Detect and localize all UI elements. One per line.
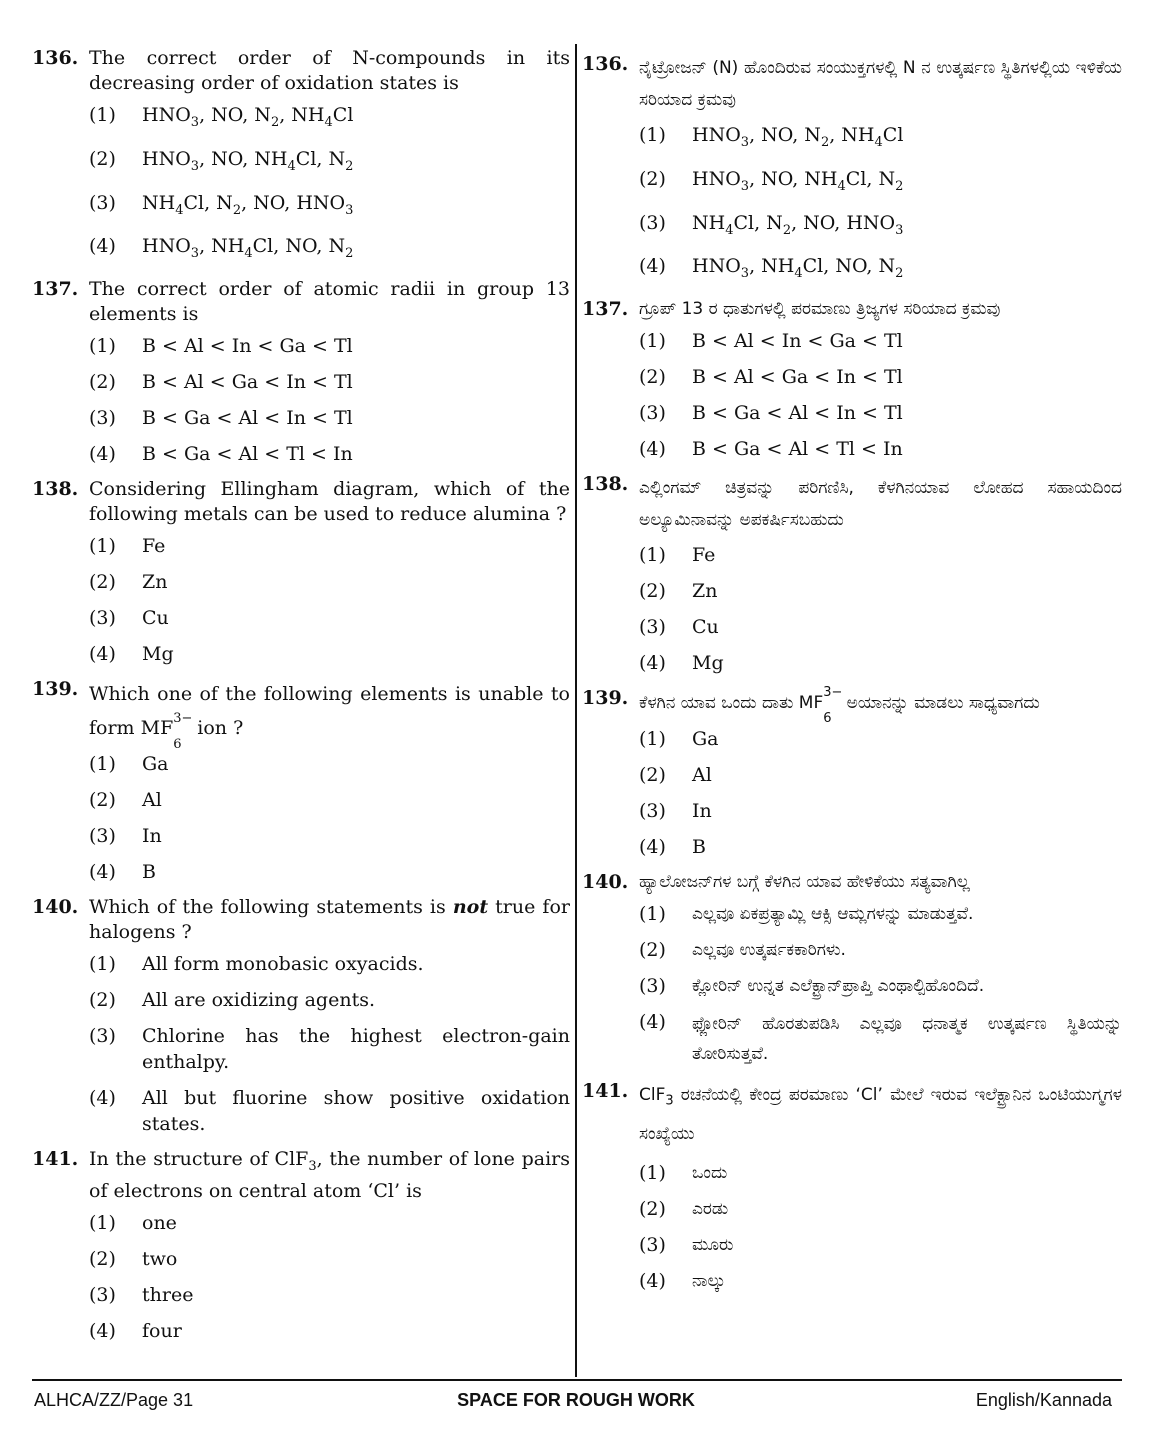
option-4: (4) B < Ga < Al < Tl < In <box>89 443 353 466</box>
options <box>639 726 1122 860</box>
question-number: 136. <box>582 53 629 75</box>
question-number: 137. <box>582 298 629 321</box>
option-text: four <box>142 1319 182 1342</box>
option-3: (3) Cu <box>639 616 719 639</box>
option-1: (1) B < Al < In < Ga < Tl <box>89 335 353 358</box>
option-3: (3) Chlorine has the highest electron-gain enthalpy. <box>89 1025 570 1074</box>
option-text: ಫ್ಲೋರಿನ್ ಹೊರತುಪಡಿಸಿ ಎಲ್ಲವೂ ಧನಾತ್ಮಕ ಉತ್ಕರ್ಷಣ ಸ್ಥಿತಿಯನ್ನು ತೋರಿಸುತ್ತವೆ. <box>692 1014 1122 1065</box>
option-text: $HNO_3$, NO, $N_2$, $NH_4Cl$ <box>142 104 354 130</box>
option-text: All form monobasic oxyacids. <box>142 953 424 976</box>
option-text: B <box>692 836 706 859</box>
option-4: (4) B < Ga < Al < Tl < In <box>639 438 903 461</box>
option-text: Fe <box>692 544 716 567</box>
question-136 <box>32 46 570 267</box>
option-text: ಎಲ್ಲವೂ ಏಕಪ್ರತ್ಯಾಮ್ಲಿ ಆಕ್ಸಿ ಆಮ್ಲಗಳನ್ನು ಮಾಡುತ್ತವೆ. <box>692 904 974 925</box>
question-text: ಹ್ಯಾಲೋಜನ್‌ಗಳ ಬಗ್ಗೆ ಕೆಳಗಿನ ಯಾವ ಹೇಳಿಕೆಯು ಸತ್ಯವಾಗಿಲ್ಲ <box>639 872 970 893</box>
question-number: 137. <box>32 278 79 301</box>
options <box>89 1210 570 1344</box>
question-137 <box>32 277 570 467</box>
option-2: (2) B < Al < Ga < In < Tl <box>639 366 903 389</box>
options <box>639 1160 1122 1294</box>
question-text: Which of the following statements is not true for halogens ? <box>89 896 570 944</box>
question-140 <box>582 870 1122 1069</box>
question-text: The correct order of N-compounds in its decreasing order of oxidation states is <box>89 47 570 94</box>
question-number: 141. <box>582 1080 629 1103</box>
question-text: ClF$_3$ ರಚನೆಯಲ್ಲಿ ಕೇಂದ್ರ ಪರಮಾಣು ‘Cl’ ಮೇಲೆ ಇರುವ ಇಲೆಕ್ಟ್ರಾನಿನ ಒಂಟಿಯುಗ್ಮಗಳ ಸಂಖ್ಯೆಯು <box>639 1085 1122 1144</box>
option-2: (2) $HNO_3$, NO, $NH_4Cl$, $N_2$ <box>639 167 904 194</box>
question-number: 138. <box>32 478 79 501</box>
column-divider <box>575 44 577 1377</box>
question-text: In the structure of ClF$_3$, the number of lone pairs of electrons on central atom ‘Cl’ is <box>89 1148 570 1202</box>
options <box>89 951 570 1137</box>
option-text: All but fluorine show positive oxidation states. <box>142 1087 570 1136</box>
option-2: (2) All are oxidizing agents. <box>89 987 570 1013</box>
option-3: (3) B < Ga < Al < In < Tl <box>639 402 903 425</box>
option-3: (3) $NH_4Cl$, $N_2$, NO, $HNO_3$ <box>89 191 354 218</box>
option-text: Fe <box>142 535 166 558</box>
question-text: ಕೆಳಗಿನ ಯಾವ ಒಂದು ದಾತು MF 3− 6 ಅಯಾನನ್ನು ಮಾಡಲು ಸಾಧ್ಯವಾಗದು <box>639 685 1040 727</box>
question-138 <box>582 472 1122 676</box>
option-1: (1) B < Al < In < Ga < Tl <box>639 330 903 353</box>
option-3: (3) ಕ್ಲೋರಿನ್ ಉನ್ನತ ಎಲೆಕ್ಟ್ರಾನ್‌ಪ್ರಾಪ್ತಿ ಎಂಥಾಲ್ಪಿಹೊಂದಿದೆ. <box>639 973 1122 999</box>
question-text: ಗ್ರೂಪ್ 13 ರ ಧಾತುಗಳಲ್ಲಿ ಪರಮಾಣು ತ್ರಿಜ್ಯಗಳ ಸರಿಯಾದ ಕ್ರಮವು <box>639 299 1001 320</box>
option-text: B < Al < In < Ga < Tl <box>692 330 903 353</box>
question-number: 140. <box>32 896 79 919</box>
option-2: (2) Zn <box>639 580 718 603</box>
question-text: ಎಲ್ಲಿಂಗಮ್ ಚಿತ್ರವನ್ನು ಪರಿಗಣಿಸಿ, ಕೆಳಗಿನಯಾವ ಲೋಹದ ಸಹಾಯದಿಂದ ಅಲ್ಯೂಮಿನಾವನ್ನು ಅಪಕರ್ಷಿಸಬಹುದು <box>639 478 1122 531</box>
footer-rule <box>32 1379 1122 1381</box>
option-text: B < Ga < Al < Tl < In <box>142 443 353 466</box>
options <box>639 542 1122 676</box>
options <box>639 901 1122 1069</box>
option-4: (4) All but fluorine show positive oxidation states. <box>89 1087 570 1136</box>
option-3: (3) three <box>89 1283 194 1306</box>
option-text: Cu <box>692 616 719 639</box>
options <box>89 751 570 885</box>
option-text: B < Ga < Al < In < Tl <box>692 402 903 425</box>
option-4: (4) B <box>639 836 706 859</box>
question-136 <box>582 52 1122 287</box>
emphasis: not <box>452 896 489 919</box>
option-3: (3) ಮೂರು <box>639 1232 1122 1258</box>
option-1: (1) one <box>89 1211 177 1234</box>
option-text: Ga <box>142 753 169 776</box>
option-text: ಕ್ಲೋರಿನ್ ಉನ್ನತ ಎಲೆಕ್ಟ್ರಾನ್‌ಪ್ರಾಪ್ತಿ ಎಂಥಾಲ್ಪಿಹೊಂದಿದೆ. <box>692 976 985 997</box>
option-2: (2) Al <box>639 764 712 787</box>
question-text: Which one of the following elements is unable to form MF 3− 6 ion ? <box>89 683 570 753</box>
question-140 <box>32 895 570 1137</box>
options <box>89 533 570 667</box>
question-text: Considering Ellingham diagram, which of the following metals can be used to reduce alumina ? <box>89 478 570 526</box>
option-text: B <box>142 861 156 884</box>
option-text: B < Ga < Al < In < Tl <box>142 407 353 430</box>
option-text: ಒಂದು <box>692 1162 728 1183</box>
option-text: B < Al < Ga < In < Tl <box>142 371 353 394</box>
option-3: (3) In <box>639 800 712 823</box>
option-text: three <box>142 1283 194 1306</box>
option-text: All are oxidizing agents. <box>142 989 376 1012</box>
option-text: $HNO_3$, $NH_4Cl$, NO, $N_2$ <box>692 255 904 282</box>
option-text: In <box>142 825 162 848</box>
question-number: 139. <box>582 687 629 710</box>
options <box>639 328 1122 462</box>
language-label: English/Kannada <box>975 1390 1112 1410</box>
option-3: (3) B < Ga < Al < In < Tl <box>89 407 353 430</box>
question-number: 138. <box>582 473 629 496</box>
question-number: 139. <box>32 678 79 701</box>
option-text: ಎಲ್ಲವೂ ಉತ್ಕರ್ಷಕಕಾರಿಗಳು. <box>692 940 846 961</box>
option-text: one <box>142 1211 177 1234</box>
option-text: Zn <box>142 571 168 594</box>
option-3: (3) Cu <box>89 607 169 630</box>
ion-charge: 3− 6 <box>823 685 843 727</box>
option-2: (2) $HNO_3$, NO, $NH_4Cl$, $N_2$ <box>89 147 354 174</box>
option-text: B < Al < Ga < In < Tl <box>692 366 903 389</box>
ion-charge: 3− 6 <box>173 711 193 753</box>
option-4: (4) ನಾಲ್ಕು <box>639 1268 1122 1294</box>
option-4: (4) Mg <box>89 643 174 666</box>
option-text: Al <box>142 789 162 812</box>
question-141 <box>582 1079 1122 1293</box>
option-2: (2) Al <box>89 789 162 812</box>
options <box>89 102 570 267</box>
option-1: (1) Ga <box>639 728 719 751</box>
kannada-column <box>582 44 1122 1304</box>
option-text: Cu <box>142 607 169 630</box>
option-2: (2) ಎಲ್ಲವೂ ಉತ್ಕರ್ಷಕಕಾರಿಗಳು. <box>639 937 1122 963</box>
option-1: (1) Ga <box>89 753 169 776</box>
option-1: (1) All form monobasic oxyacids. <box>89 951 570 977</box>
option-text: $NH_4Cl$, $N_2$, NO, $HNO_3$ <box>692 211 904 238</box>
option-3: (3) In <box>89 825 162 848</box>
question-141 <box>32 1147 570 1344</box>
option-4: (4) four <box>89 1319 182 1342</box>
option-4: (4) $HNO_3$, $NH_4Cl$, NO, $N_2$ <box>639 255 904 282</box>
option-1: (1) $HNO_3$, NO, $N_2$, $NH_4Cl$ <box>89 104 354 130</box>
option-text: $NH_4Cl$, $N_2$, NO, $HNO_3$ <box>142 191 354 218</box>
option-text: B < Ga < Al < Tl < In <box>692 438 903 461</box>
question-text: ನೈಟ್ರೋಜನ್ (N) ಹೊಂದಿರುವ ಸಂಯುಕ್ತಗಳಲ್ಲಿ N ನ ಉತ್ಕರ್ಷಣ ಸ್ಥಿತಿಗಳಲ್ಲಿಯ ಇಳಿಕೆಯ ಸರಿಯಾದ ಕ್ರಮವು <box>639 58 1122 110</box>
option-4: (4) $HNO_3$, $NH_4Cl$, NO, $N_2$ <box>89 235 354 262</box>
option-text: $HNO_3$, NO, $N_2$, $NH_4Cl$ <box>692 124 904 150</box>
option-text: ಮೂರು <box>692 1234 734 1255</box>
option-text: $HNO_3$, NO, $NH_4Cl$, $N_2$ <box>692 167 904 194</box>
option-1: (1) Fe <box>89 535 166 558</box>
option-2: (2) two <box>89 1247 178 1270</box>
question-139 <box>32 677 570 885</box>
question-137 <box>582 297 1122 462</box>
option-1: (1) ಒಂದು <box>639 1160 1122 1186</box>
option-4: (4) Mg <box>639 652 724 675</box>
option-text: ಎರಡು <box>692 1198 729 1219</box>
option-2: (2) ಎರಡು <box>639 1196 1122 1222</box>
option-text: Chlorine has the highest electron-gain enthalpy. <box>142 1025 570 1074</box>
question-number: 136. <box>32 47 79 69</box>
rough-work-label: SPACE FOR ROUGH WORK <box>457 1390 695 1410</box>
options <box>89 333 570 467</box>
option-4: (4) B <box>89 861 156 884</box>
option-2: (2) Zn <box>89 571 168 594</box>
option-text: Ga <box>692 728 719 751</box>
option-text: $HNO_3$, $NH_4Cl$, NO, $N_2$ <box>142 235 354 262</box>
option-text: In <box>692 800 712 823</box>
option-1: (1) ಎಲ್ಲವೂ ಏಕಪ್ರತ್ಯಾಮ್ಲಿ ಆಕ್ಸಿ ಆಮ್ಲಗಳನ್ನು ಮಾಡುತ್ತವೆ. <box>639 901 1122 927</box>
options <box>639 122 1122 287</box>
question-number: 141. <box>32 1148 79 1171</box>
option-text: Mg <box>142 643 174 666</box>
option-text: two <box>142 1247 178 1270</box>
option-text: ನಾಲ್ಕು <box>692 1270 726 1291</box>
option-text: Al <box>692 764 712 787</box>
option-text: B < Al < In < Ga < Tl <box>142 335 353 358</box>
option-4: (4) ಫ್ಲೋರಿನ್ ಹೊರತುಪಡಿಸಿ ಎಲ್ಲವೂ ಧನಾತ್ಮಕ ಉತ್ಕರ್ಷಣ ಸ್ಥಿತಿಯನ್ನು ತೋರಿಸುತ್ತವೆ. <box>639 1009 1122 1069</box>
option-3: (3) $NH_4Cl$, $N_2$, NO, $HNO_3$ <box>639 211 904 238</box>
question-139 <box>582 686 1122 860</box>
option-1: (1) $HNO_3$, NO, $N_2$, $NH_4Cl$ <box>639 124 904 150</box>
option-text: Zn <box>692 580 718 603</box>
question-text: The correct order of atomic radii in group 13 elements is <box>89 278 570 326</box>
page-id: ALHCA/ZZ/Page 31 <box>34 1390 194 1410</box>
option-1: (1) Fe <box>639 544 716 567</box>
question-138 <box>32 477 570 667</box>
question-number: 140. <box>582 871 629 894</box>
option-text: $HNO_3$, NO, $NH_4Cl$, $N_2$ <box>142 147 354 174</box>
option-text: Mg <box>692 652 724 675</box>
english-column <box>32 44 570 1354</box>
option-2: (2) B < Al < Ga < In < Tl <box>89 371 353 394</box>
